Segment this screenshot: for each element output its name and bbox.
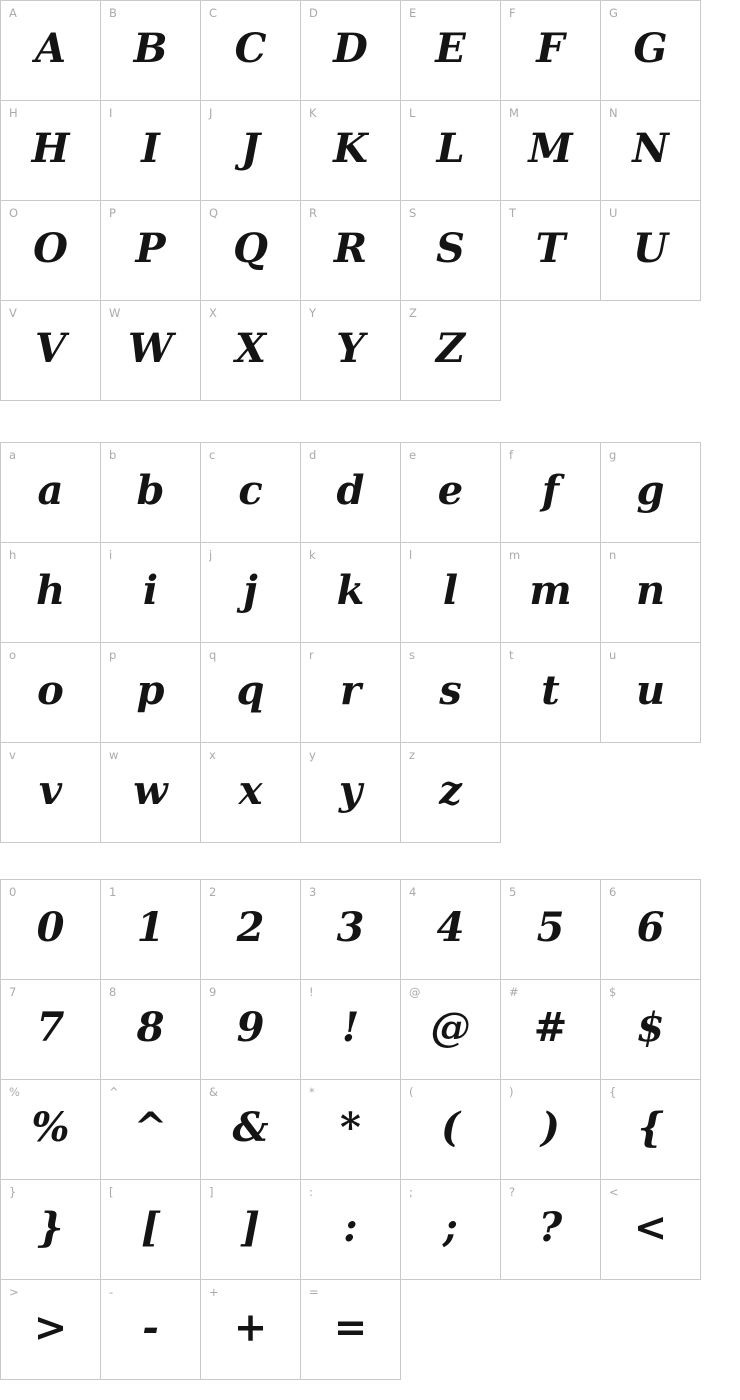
cell-code-label: j: [209, 548, 213, 562]
glyph-cell: [501, 101, 601, 201]
glyph: -: [142, 1303, 159, 1351]
glyph-cell: [201, 1080, 301, 1180]
cell-code-label: L: [409, 106, 416, 120]
glyph: v: [38, 766, 63, 814]
glyph-cell: [401, 1180, 501, 1280]
glyph: W: [128, 324, 173, 372]
glyph: m: [529, 566, 572, 614]
glyph: t: [541, 666, 560, 714]
cell-code-label: C: [209, 6, 218, 20]
glyph: C: [234, 24, 267, 72]
glyph-cell: [1, 201, 101, 301]
lowercase-glyph-section: [0, 442, 701, 843]
glyph-row: [1, 880, 701, 980]
glyph: &: [232, 1103, 269, 1151]
glyph: P: [135, 224, 166, 272]
glyph-cell: [1, 743, 101, 843]
glyph-cell: [501, 201, 601, 301]
cell-code-label: B: [109, 6, 117, 20]
glyph: H: [31, 124, 70, 172]
cell-code-label: p: [109, 648, 117, 662]
glyph-cell: [301, 980, 401, 1080]
glyph-cell: [1, 443, 101, 543]
cell-code-label: P: [109, 206, 116, 220]
cell-code-label: w: [109, 748, 119, 762]
glyph: 4: [436, 903, 465, 951]
glyph-cell: [201, 643, 301, 743]
glyph: O: [33, 224, 68, 272]
cell-code-label: (: [409, 1085, 414, 1099]
glyph: ^: [133, 1103, 168, 1151]
glyph-cell: [301, 1280, 401, 1380]
glyph-cell: [201, 101, 301, 201]
cell-code-label: -: [109, 1285, 114, 1299]
cell-code-label: $: [609, 985, 617, 999]
glyph: A: [34, 24, 67, 72]
glyph: I: [141, 124, 160, 172]
glyph-cell: [1, 1080, 101, 1180]
cell-code-label: ;: [409, 1185, 413, 1199]
glyph-cell: [401, 101, 501, 201]
cell-code-label: [: [109, 1185, 114, 1199]
cell-code-label: M: [509, 106, 519, 120]
glyph-cell: [601, 201, 701, 301]
cell-code-label: 8: [109, 985, 117, 999]
glyph-row: [1, 980, 701, 1080]
cell-code-label: d: [309, 448, 317, 462]
glyph: F: [536, 24, 565, 72]
glyph: 5: [536, 903, 565, 951]
cell-code-label: 0: [9, 885, 17, 899]
cell-code-label: v: [9, 748, 16, 762]
glyph: ): [541, 1103, 560, 1151]
glyph-cell: [301, 101, 401, 201]
glyph-cell: [201, 443, 301, 543]
glyph-cell: [601, 101, 701, 201]
glyph: k: [336, 566, 365, 614]
cell-code-label: X: [209, 306, 217, 320]
cell-code-label: 3: [309, 885, 317, 899]
glyph-cell: [1, 101, 101, 201]
uppercase-glyph-section: [0, 0, 701, 401]
cell-code-label: F: [509, 6, 516, 20]
glyph: n: [635, 566, 666, 614]
glyph-row: [1, 1, 701, 101]
cell-code-label: +: [209, 1285, 219, 1299]
glyph: o: [37, 666, 64, 714]
glyph: i: [142, 566, 159, 614]
glyph-cell: [101, 980, 201, 1080]
glyph: [: [141, 1203, 160, 1251]
glyph-cell: [101, 301, 201, 401]
cell-code-label: y: [309, 748, 316, 762]
glyph-row: [1, 1280, 701, 1380]
glyph-row: [1, 743, 701, 843]
cell-code-label: 4: [409, 885, 417, 899]
glyph-cell: [601, 980, 701, 1080]
glyph: 3: [336, 903, 365, 951]
glyph: (: [441, 1103, 460, 1151]
cell-code-label: Z: [409, 306, 417, 320]
glyph-cell: [401, 1, 501, 101]
cell-code-label: D: [309, 6, 318, 20]
glyph: 0: [36, 903, 65, 951]
glyph: }: [37, 1203, 64, 1251]
glyph-cell: [301, 301, 401, 401]
cell-code-label: N: [609, 106, 618, 120]
glyph: X: [234, 324, 267, 372]
glyph: %: [31, 1103, 70, 1151]
glyph: Z: [435, 324, 466, 372]
glyph: M: [528, 124, 573, 172]
glyph: j: [243, 566, 258, 614]
glyph: #: [533, 1003, 568, 1051]
glyph: U: [633, 224, 668, 272]
glyph: 9: [236, 1003, 265, 1051]
glyph: +: [233, 1303, 268, 1351]
glyph: w: [133, 766, 168, 814]
cell-code-label: :: [309, 1185, 313, 1199]
glyph: @: [430, 1003, 471, 1051]
cell-code-label: u: [609, 648, 617, 662]
cell-code-label: x: [209, 748, 216, 762]
cell-code-label: l: [409, 548, 413, 562]
glyph-cell: [501, 1, 601, 101]
cell-code-label: f: [509, 448, 514, 462]
cell-code-label: {: [609, 1085, 617, 1099]
glyph-cell: [601, 1, 701, 101]
glyph-cell: [1, 980, 101, 1080]
cell-code-label: H: [9, 106, 18, 120]
glyph: V: [34, 324, 67, 372]
cell-code-label: 9: [209, 985, 217, 999]
glyph-cell: [101, 201, 201, 301]
glyph-cell: [201, 980, 301, 1080]
glyph: K: [333, 124, 368, 172]
glyph: $: [636, 1003, 665, 1051]
glyph: l: [442, 566, 459, 614]
glyph-row: [1, 443, 701, 543]
glyph: x: [238, 766, 263, 814]
cell-code-label: ): [509, 1085, 514, 1099]
glyph-cell: [101, 1080, 201, 1180]
cell-code-label: R: [309, 206, 317, 220]
cell-code-label: a: [9, 448, 17, 462]
cell-code-label: E: [409, 6, 417, 20]
glyph: g: [636, 466, 665, 514]
cell-code-label: r: [309, 648, 314, 662]
glyph-cell: [201, 1, 301, 101]
cell-code-label: 5: [509, 885, 517, 899]
glyph-cell: [501, 643, 601, 743]
glyph-cell: [301, 880, 401, 980]
cell-code-label: U: [609, 206, 618, 220]
glyph-cell: [101, 101, 201, 201]
cell-code-label: ?: [509, 1185, 516, 1199]
cell-code-label: }: [9, 1185, 17, 1199]
glyph-cell: [1, 880, 101, 980]
cell-code-label: V: [9, 306, 17, 320]
glyph: N: [632, 124, 669, 172]
glyph-cell: [501, 1080, 601, 1180]
glyph: 6: [636, 903, 665, 951]
cell-code-label: z: [409, 748, 416, 762]
glyph-cell: [101, 1180, 201, 1280]
cell-code-label: %: [9, 1085, 20, 1099]
cell-code-label: *: [309, 1085, 315, 1099]
cell-code-label: ]: [209, 1185, 214, 1199]
glyph-cell: [601, 443, 701, 543]
glyph: y: [338, 766, 363, 814]
glyph-cell: [301, 643, 401, 743]
glyph-cell: [401, 980, 501, 1080]
glyph: D: [333, 24, 368, 72]
glyph: h: [35, 566, 66, 614]
glyph: <: [633, 1203, 668, 1251]
glyph-cell: [101, 543, 201, 643]
glyph-cell: [401, 1080, 501, 1180]
cell-code-label: S: [409, 206, 417, 220]
glyph: q: [236, 666, 265, 714]
glyph-row: [1, 201, 701, 301]
cell-code-label: !: [309, 985, 314, 999]
glyph-row: [1, 643, 701, 743]
glyph: L: [436, 124, 465, 172]
cell-code-label: c: [209, 448, 216, 462]
glyph: s: [439, 666, 462, 714]
glyph-cell: [101, 643, 201, 743]
cell-code-label: I: [109, 106, 113, 120]
glyph-cell: [201, 301, 301, 401]
glyph-cell: [401, 743, 501, 843]
glyph: e: [437, 466, 464, 514]
glyph-row: [1, 543, 701, 643]
cell-code-label: Q: [209, 206, 219, 220]
cell-code-label: K: [309, 106, 317, 120]
glyph: J: [241, 124, 260, 172]
glyph-cell: [601, 543, 701, 643]
cell-code-label: 6: [609, 885, 617, 899]
glyph-cell: [601, 1180, 701, 1280]
glyph-cell: [1, 643, 101, 743]
glyph: G: [633, 24, 668, 72]
numbers-symbols-glyph-section: [0, 879, 701, 1380]
glyph: d: [336, 466, 365, 514]
cell-code-label: =: [309, 1285, 319, 1299]
cell-code-label: i: [109, 548, 113, 562]
glyph-cell: [1, 1, 101, 101]
glyph-cell: [501, 880, 601, 980]
glyph-row: [1, 1180, 701, 1280]
glyph-cell: [601, 1080, 701, 1180]
glyph-cell: [401, 643, 501, 743]
glyph: Q: [233, 224, 268, 272]
glyph-cell: [1, 1280, 101, 1380]
glyph-cell: [401, 880, 501, 980]
glyph: >: [33, 1303, 68, 1351]
glyph-cell: [201, 880, 301, 980]
glyph-cell: [301, 443, 401, 543]
glyph-cell: [101, 443, 201, 543]
glyph-cell: [1, 301, 101, 401]
cell-code-label: W: [109, 306, 121, 320]
glyph-cell: [301, 543, 401, 643]
glyph-cell: [301, 201, 401, 301]
cell-code-label: 2: [209, 885, 217, 899]
glyph: E: [435, 24, 466, 72]
glyph-cell: [1, 543, 101, 643]
glyph: c: [238, 466, 263, 514]
glyph: f: [541, 466, 560, 514]
cell-code-label: e: [409, 448, 417, 462]
cell-code-label: s: [409, 648, 415, 662]
glyph-cell: [1, 1180, 101, 1280]
cell-code-label: ^: [109, 1085, 119, 1099]
glyph-cell: [101, 880, 201, 980]
cell-code-label: A: [9, 6, 17, 20]
glyph: 1: [136, 903, 165, 951]
cell-code-label: T: [509, 206, 517, 220]
glyph-cell: [501, 543, 601, 643]
glyph: r: [339, 666, 362, 714]
glyph-cell: [101, 1280, 201, 1380]
cell-code-label: h: [9, 548, 17, 562]
glyph: S: [436, 224, 465, 272]
glyph-cell: [201, 1280, 301, 1380]
glyph-cell: [601, 880, 701, 980]
cell-code-label: b: [109, 448, 117, 462]
glyph-cell: [401, 543, 501, 643]
glyph: !: [341, 1003, 360, 1051]
cell-code-label: n: [609, 548, 617, 562]
cell-code-label: 7: [9, 985, 17, 999]
glyph-cell: [601, 643, 701, 743]
glyph: 2: [236, 903, 265, 951]
cell-code-label: t: [509, 648, 514, 662]
glyph: :: [343, 1203, 358, 1251]
cell-code-label: g: [609, 448, 617, 462]
glyph-cell: [201, 743, 301, 843]
cell-code-label: >: [9, 1285, 19, 1299]
cell-code-label: O: [9, 206, 19, 220]
cell-code-label: &: [209, 1085, 218, 1099]
cell-code-label: <: [609, 1185, 619, 1199]
cell-code-label: @: [409, 985, 421, 999]
cell-code-label: 1: [109, 885, 117, 899]
glyph-cell: [501, 443, 601, 543]
glyph: 8: [136, 1003, 165, 1051]
glyph: *: [340, 1103, 361, 1151]
glyph-cell: [101, 743, 201, 843]
glyph-cell: [501, 980, 601, 1080]
glyph: 7: [36, 1003, 65, 1051]
glyph: T: [535, 224, 566, 272]
glyph-cell: [201, 543, 301, 643]
glyph-cell: [301, 1, 401, 101]
cell-code-label: q: [209, 648, 217, 662]
glyph-row: [1, 101, 701, 201]
glyph: B: [133, 24, 168, 72]
cell-code-label: Y: [309, 306, 317, 320]
glyph-cell: [201, 1180, 301, 1280]
glyph-cell: [301, 1180, 401, 1280]
glyph-row: [1, 1080, 701, 1180]
cell-code-label: G: [609, 6, 618, 20]
glyph-cell: [501, 1180, 601, 1280]
glyph-row: [1, 301, 701, 401]
glyph-cell: [401, 443, 501, 543]
glyph: a: [37, 466, 64, 514]
cell-code-label: k: [309, 548, 316, 562]
glyph: ;: [443, 1203, 458, 1251]
glyph: R: [333, 224, 368, 272]
glyph-cell: [301, 1080, 401, 1180]
glyph-cell: [401, 301, 501, 401]
cell-code-label: J: [209, 106, 213, 120]
glyph: p: [136, 666, 165, 714]
glyph-cell: [101, 1, 201, 101]
glyph-cell: [201, 201, 301, 301]
glyph-cell: [401, 201, 501, 301]
glyph: u: [635, 666, 666, 714]
glyph: ]: [241, 1203, 260, 1251]
glyph: b: [136, 466, 165, 514]
glyph: Y: [336, 324, 365, 372]
cell-code-label: #: [509, 985, 519, 999]
cell-code-label: m: [509, 548, 521, 562]
glyph: z: [439, 766, 462, 814]
glyph: =: [333, 1303, 368, 1351]
cell-code-label: o: [9, 648, 17, 662]
glyph: {: [637, 1103, 664, 1151]
glyph: ?: [538, 1203, 563, 1251]
glyph-cell: [301, 743, 401, 843]
